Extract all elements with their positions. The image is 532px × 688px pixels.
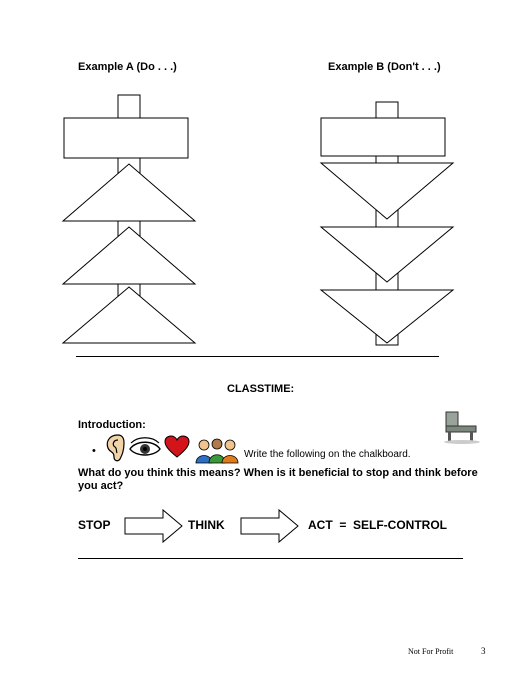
arrow-right-icon xyxy=(240,509,300,543)
introduction-question: What do you think this means? When is it beneficial to stop and think before you act? xyxy=(78,467,478,492)
page-number: 3 xyxy=(481,646,486,656)
instruction-text: Write the following on the chalkboard. xyxy=(244,449,411,460)
arrow-right-icon xyxy=(124,509,184,543)
example-b-triangle-1 xyxy=(321,163,453,219)
stop-label: STOP xyxy=(78,518,111,532)
example-a-label: Example A (Do . . .) xyxy=(78,61,177,73)
footer-note: Not For Profit xyxy=(408,647,454,656)
act-label: ACT = SELF-CONTROL xyxy=(308,518,447,532)
divider-bottom xyxy=(78,558,463,559)
introduction-heading: Introduction: xyxy=(78,419,146,431)
school-desk-icon xyxy=(442,410,482,444)
eye-icon xyxy=(128,437,162,459)
people-icon xyxy=(194,437,240,465)
example-b-label: Example B (Don't . . .) xyxy=(328,61,441,73)
example-b-triangle-3 xyxy=(321,290,453,343)
bullet: • xyxy=(92,445,96,457)
divider-top xyxy=(76,356,439,357)
ear-icon xyxy=(104,433,126,463)
section-title: CLASSTIME: xyxy=(227,383,295,395)
example-b-sign xyxy=(321,118,445,156)
think-label: THINK xyxy=(188,518,225,532)
example-b-triangle-2 xyxy=(321,227,453,282)
heart-icon xyxy=(164,435,190,459)
